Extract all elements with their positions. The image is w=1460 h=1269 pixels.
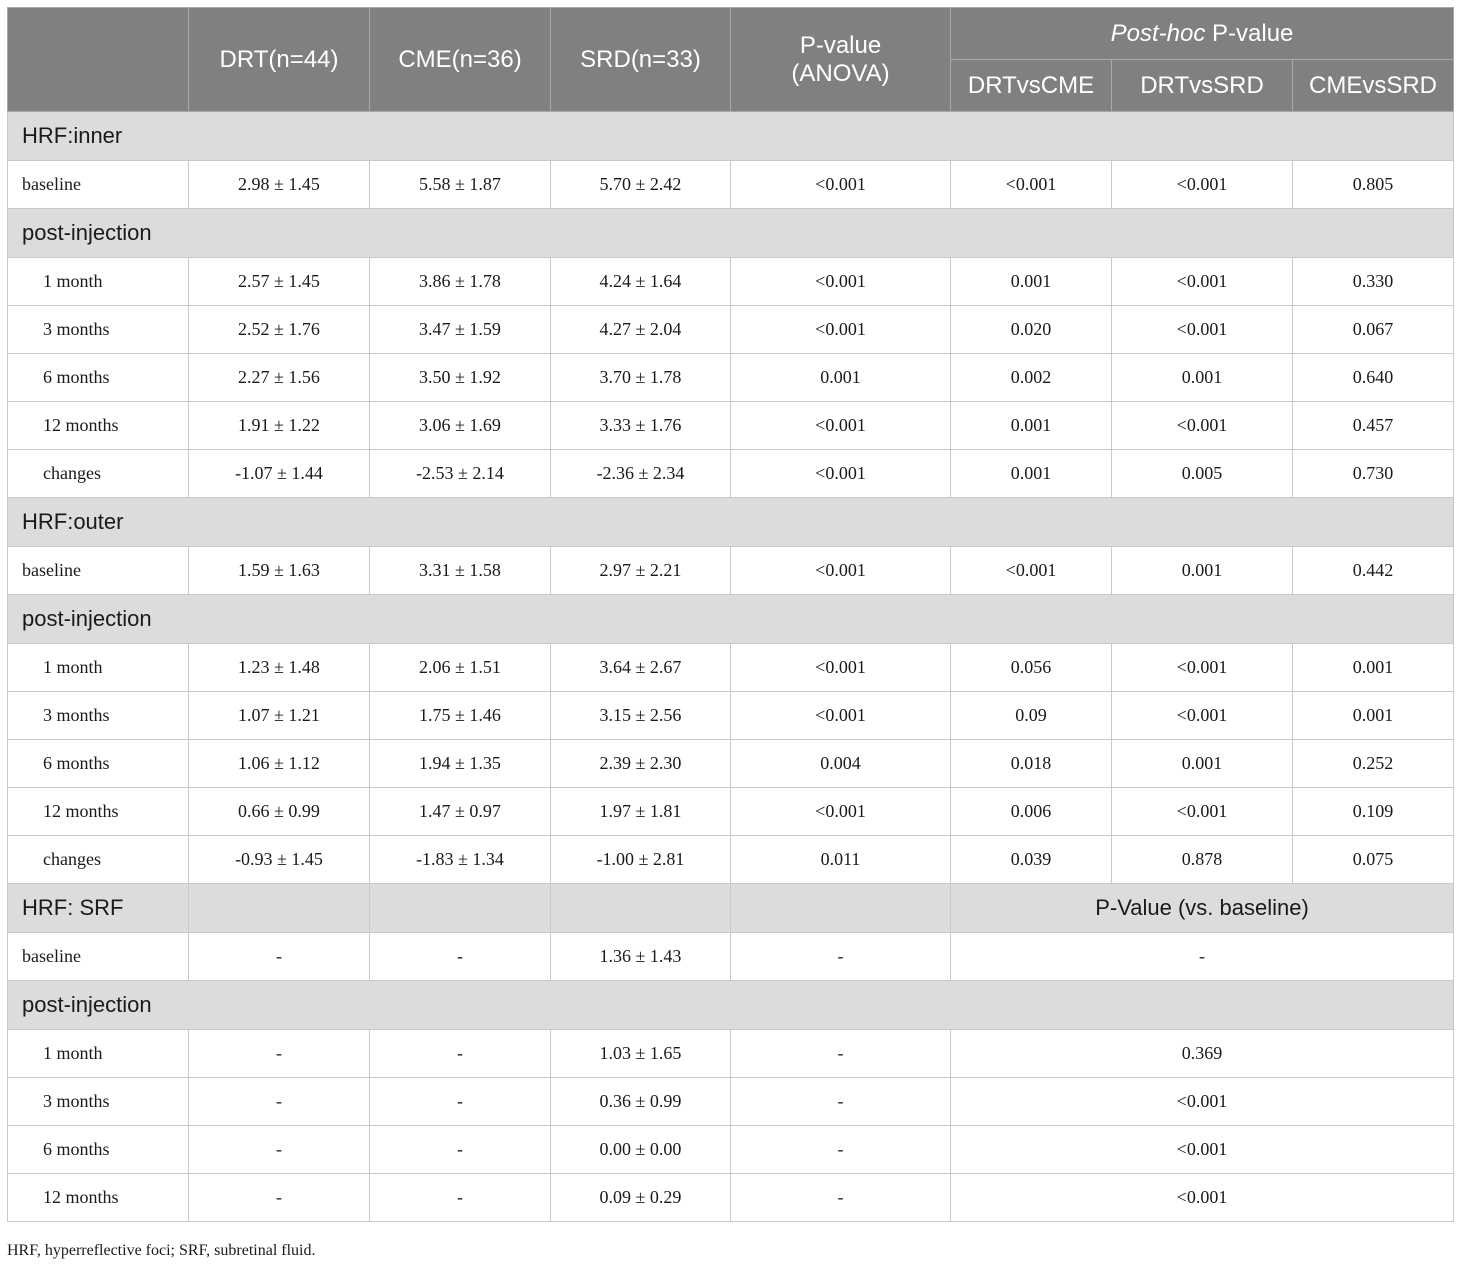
table-cell: 1.07 ± 1.21 [189,692,370,740]
table-cell: 1.75 ± 1.46 [370,692,551,740]
table-cell: 0.805 [1293,161,1454,209]
table-cell: 1.03 ± 1.65 [551,1030,731,1078]
header-cme: CME(n=36) [370,8,551,112]
table-cell: 0.001 [951,258,1112,306]
table-cell: - [370,1126,551,1174]
table-cell: 0.109 [1293,788,1454,836]
subsection-title: post-injection [8,595,1454,644]
table-cell: 2.98 ± 1.45 [189,161,370,209]
section-blank [189,884,370,933]
table-cell: 0.330 [1293,258,1454,306]
table-cell: 0.075 [1293,836,1454,884]
table-cell: -0.93 ± 1.45 [189,836,370,884]
row-label: 1 month [8,258,189,306]
section-row [8,498,1454,547]
table-cell: 0.056 [951,644,1112,692]
table-cell: - [731,1174,951,1222]
table-row [8,306,1454,354]
header-posthoc-rest: P-value [1205,19,1294,47]
table-cell: 4.24 ± 1.64 [551,258,731,306]
table-row [8,836,1454,884]
table-cell: <0.001 [1112,644,1293,692]
row-label: baseline [8,933,189,981]
table-cell: 1.06 ± 1.12 [189,740,370,788]
table-cell: 0.442 [1293,547,1454,595]
table-cell: <0.001 [1112,692,1293,740]
table-row [8,161,1454,209]
table-footnote: HRF, hyperreflective foci; SRF, subretinal fluid. [7,1242,316,1259]
table-cell: -2.53 ± 2.14 [370,450,551,498]
section-row [8,595,1454,644]
table-cell: 3.06 ± 1.69 [370,402,551,450]
table-cell: 0.369 [951,1030,1454,1078]
table-row [8,933,1454,981]
row-label: 3 months [8,306,189,354]
table-cell: 2.97 ± 2.21 [551,547,731,595]
table-cell: -2.36 ± 2.34 [551,450,731,498]
header-drt: DRT(n=44) [189,8,370,112]
table-cell: 0.00 ± 0.00 [551,1126,731,1174]
table-row [8,258,1454,306]
section-blank [551,884,731,933]
table-cell: 0.001 [1293,644,1454,692]
table-cell: <0.001 [731,547,951,595]
row-label: 3 months [8,1078,189,1126]
row-label: baseline [8,161,189,209]
table-row [8,450,1454,498]
row-label: changes [8,450,189,498]
table-cell: <0.001 [1112,788,1293,836]
table-row [8,1030,1454,1078]
table-cell: <0.001 [951,1078,1454,1126]
section-blank [370,884,551,933]
row-label: changes [8,836,189,884]
table-cell: <0.001 [731,692,951,740]
table-cell: -1.83 ± 1.34 [370,836,551,884]
table-header [8,8,1454,112]
table-cell: 0.09 ± 0.29 [551,1174,731,1222]
table-cell: 1.59 ± 1.63 [189,547,370,595]
table-row [8,740,1454,788]
row-label: 6 months [8,740,189,788]
subsection-title: post-injection [8,981,1454,1030]
table-cell: - [189,1030,370,1078]
table-cell: 0.001 [731,354,951,402]
header-drt-vs-srd: DRTvsSRD [1112,60,1293,112]
table-cell: 1.47 ± 0.97 [370,788,551,836]
row-label: 6 months [8,1126,189,1174]
table-cell: 0.878 [1112,836,1293,884]
table-body [8,112,1454,1222]
table-cell: 0.001 [1112,547,1293,595]
row-label: 12 months [8,402,189,450]
table-cell: 0.640 [1293,354,1454,402]
table-cell: <0.001 [731,644,951,692]
row-label: 1 month [8,1030,189,1078]
table-cell: 0.457 [1293,402,1454,450]
table-row [8,788,1454,836]
subsection-title: post-injection [8,209,1454,258]
table-cell: 2.27 ± 1.56 [189,354,370,402]
table-cell: - [189,1126,370,1174]
table-cell: - [731,933,951,981]
table-row [8,402,1454,450]
table-cell: 3.70 ± 1.78 [551,354,731,402]
table-cell: 2.06 ± 1.51 [370,644,551,692]
row-label: baseline [8,547,189,595]
table-cell: 5.58 ± 1.87 [370,161,551,209]
table-cell: <0.001 [731,402,951,450]
table-cell: 3.15 ± 2.56 [551,692,731,740]
table-cell: <0.001 [1112,161,1293,209]
table-cell: 0.730 [1293,450,1454,498]
results-table-container [7,7,1453,1222]
table-cell: 0.020 [951,306,1112,354]
table-cell: 1.91 ± 1.22 [189,402,370,450]
table-cell: 0.011 [731,836,951,884]
table-cell: <0.001 [1112,306,1293,354]
section-title: HRF:outer [8,498,1454,547]
table-cell: 0.005 [1112,450,1293,498]
section-title: HRF:inner [8,112,1454,161]
table-cell: 0.001 [1112,354,1293,402]
table-cell: <0.001 [951,161,1112,209]
table-cell: 0.36 ± 0.99 [551,1078,731,1126]
table-cell: - [189,1174,370,1222]
table-row [8,1126,1454,1174]
table-cell: 0.001 [951,402,1112,450]
row-label: 3 months [8,692,189,740]
table-cell: 0.09 [951,692,1112,740]
table-row [8,1174,1454,1222]
table-cell: 2.57 ± 1.45 [189,258,370,306]
table-cell: <0.001 [731,306,951,354]
table-cell: 0.002 [951,354,1112,402]
header-srd: SRD(n=33) [551,8,731,112]
table-cell: 3.86 ± 1.78 [370,258,551,306]
section-row [8,884,1454,933]
table-cell: <0.001 [1112,402,1293,450]
results-table [7,7,1454,1222]
table-cell: 1.36 ± 1.43 [551,933,731,981]
table-cell: 4.27 ± 2.04 [551,306,731,354]
table-cell: 3.33 ± 1.76 [551,402,731,450]
table-cell: - [370,933,551,981]
table-cell: 0.252 [1293,740,1454,788]
table-row [8,1078,1454,1126]
table-row [8,547,1454,595]
table-cell: <0.001 [731,161,951,209]
section-blank [731,884,951,933]
table-cell: <0.001 [731,450,951,498]
table-cell: - [951,933,1454,981]
table-cell: 0.66 ± 0.99 [189,788,370,836]
row-label: 12 months [8,788,189,836]
table-cell: 0.006 [951,788,1112,836]
table-cell: 0.001 [1112,740,1293,788]
table-cell: - [189,1078,370,1126]
section-row [8,209,1454,258]
header-drt-vs-cme: DRTvsCME [951,60,1112,112]
header-pvalue-line1: P-value [799,31,882,59]
section-row [8,112,1454,161]
table-cell: <0.001 [951,547,1112,595]
section-note: P-Value (vs. baseline) [951,884,1454,933]
table-cell: <0.001 [731,258,951,306]
table-cell: 0.039 [951,836,1112,884]
table-cell: 3.31 ± 1.58 [370,547,551,595]
table-cell: 2.52 ± 1.76 [189,306,370,354]
table-row [8,644,1454,692]
section-title: HRF: SRF [8,884,189,933]
table-row [8,692,1454,740]
table-row [8,354,1454,402]
header-pvalue-line2: (ANOVA) [791,59,890,87]
table-cell: 0.018 [951,740,1112,788]
table-cell: -1.07 ± 1.44 [189,450,370,498]
table-cell: 0.001 [1293,692,1454,740]
table-cell: 1.94 ± 1.35 [370,740,551,788]
table-cell: 2.39 ± 2.30 [551,740,731,788]
row-label: 12 months [8,1174,189,1222]
table-cell: 0.067 [1293,306,1454,354]
section-row [8,981,1454,1030]
table-cell: - [731,1078,951,1126]
table-cell: -1.00 ± 2.81 [551,836,731,884]
row-label: 6 months [8,354,189,402]
table-cell: - [370,1078,551,1126]
header-pvalue-anova [731,8,951,112]
table-cell: - [731,1030,951,1078]
table-cell: 0.001 [951,450,1112,498]
table-cell: 0.004 [731,740,951,788]
table-cell: - [370,1174,551,1222]
table-cell: - [370,1030,551,1078]
table-cell: 3.64 ± 2.67 [551,644,731,692]
header-posthoc [951,8,1454,60]
table-cell: <0.001 [951,1126,1454,1174]
header-cme-vs-srd: CMEvsSRD [1293,60,1454,112]
header-posthoc-italic: Post-hoc [1110,19,1206,47]
table-cell: <0.001 [1112,258,1293,306]
table-cell: 3.50 ± 1.92 [370,354,551,402]
table-cell: - [731,1126,951,1174]
table-cell: 1.97 ± 1.81 [551,788,731,836]
table-cell: 5.70 ± 2.42 [551,161,731,209]
table-cell: - [189,933,370,981]
table-cell: <0.001 [951,1174,1454,1222]
header-blank [8,8,189,112]
table-cell: 1.23 ± 1.48 [189,644,370,692]
table-cell: 3.47 ± 1.59 [370,306,551,354]
table-cell: <0.001 [731,788,951,836]
row-label: 1 month [8,644,189,692]
